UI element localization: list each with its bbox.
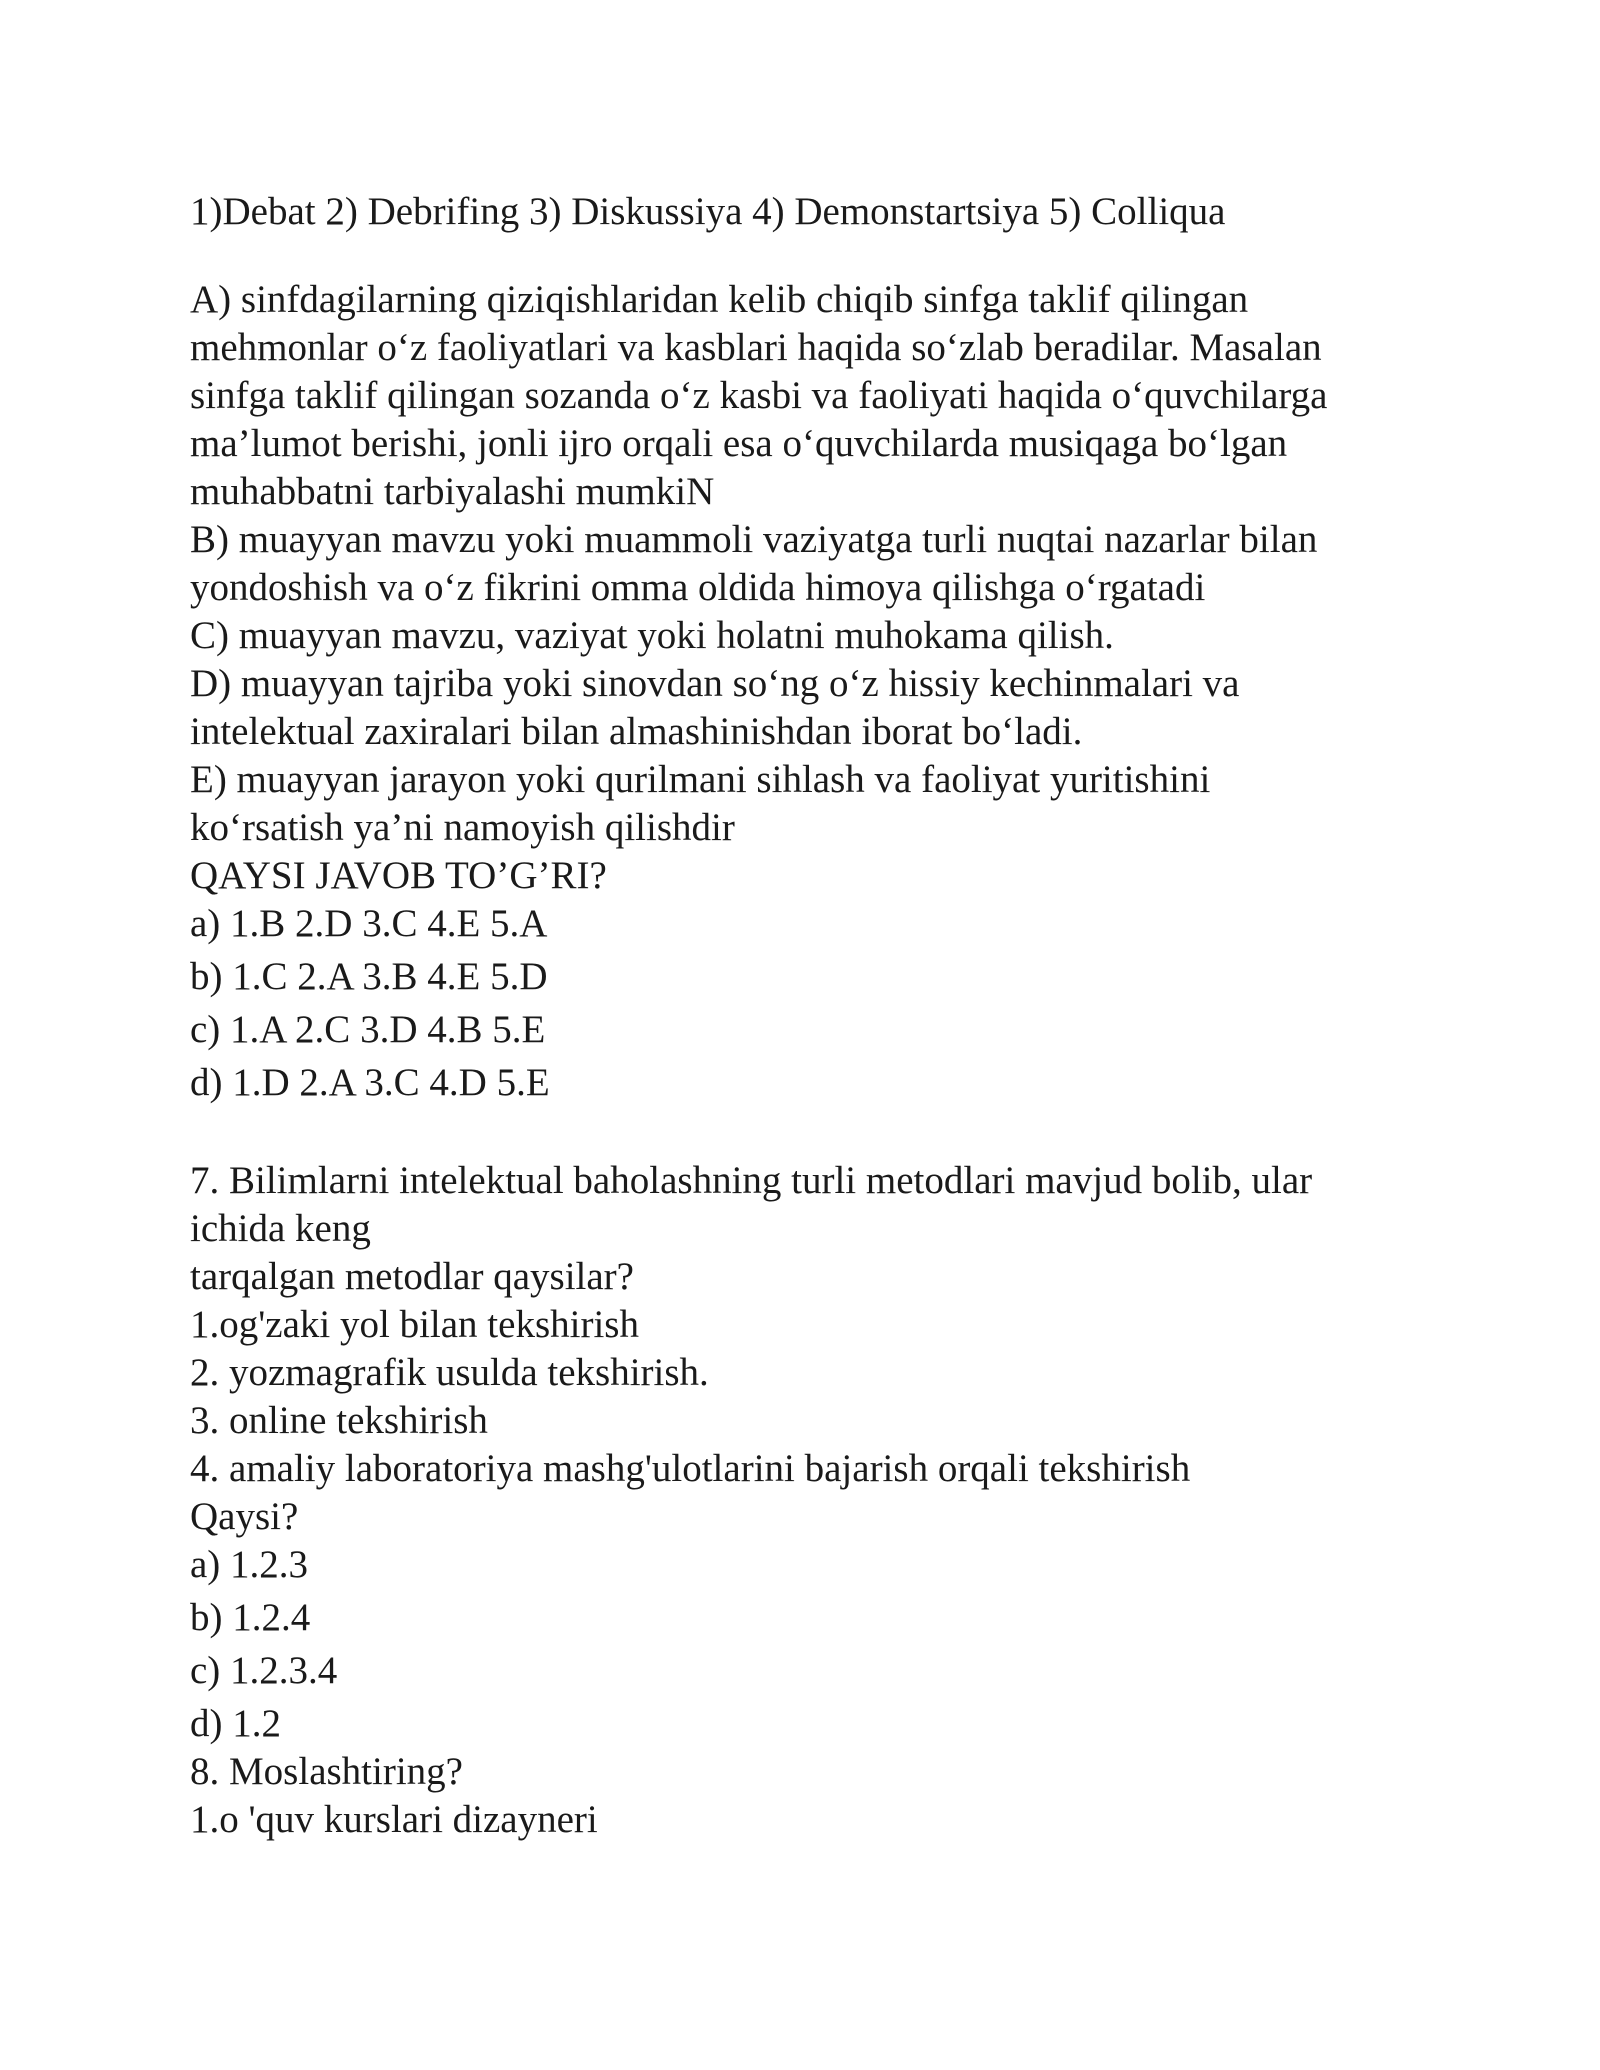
list-item: 1.o 'quv kurslari dizayneri bbox=[190, 1798, 598, 1841]
answer-option-a: a) 1.2.3 bbox=[190, 1543, 309, 1586]
definition-line: intelektual zaxiralari bilan almashinishdan iborat bo‘ladi. bbox=[190, 710, 1083, 753]
definition-line: yondoshish va o‘z fikrini omma oldida himoya qilishga o‘rgatadi bbox=[190, 566, 1206, 609]
definition-line: C) muayyan mavzu, vaziyat yoki holatni muhokama qilish. bbox=[190, 614, 1114, 657]
definition-line: ma’lumot berishi, jonli ijro orqali esa o‘quvchilarda musiqaga bo‘lgan bbox=[190, 422, 1288, 465]
answer-option-c: c) 1.2.3.4 bbox=[190, 1649, 338, 1692]
definition-line: mehmonlar o‘z faoliyatlari va kasblari haqida so‘zlab beradilar. Masalan bbox=[190, 326, 1322, 369]
question-title: 8. Moslashtiring? bbox=[190, 1750, 463, 1793]
list-item: 2. yozmagrafik usulda tekshirish. bbox=[190, 1351, 709, 1394]
definition-line: D) muayyan tajriba yoki sinovdan so‘ng o‘z hissiy kechinmalari va bbox=[190, 662, 1240, 705]
question-line: 7. Bilimlarni intelektual baholashning turli metodlari mavjud bolib, ular bbox=[190, 1159, 1313, 1202]
answer-option-d: d) 1.D 2.A 3.C 4.D 5.E bbox=[190, 1061, 550, 1104]
methods-line: 1)Debat 2) Debrifing 3) Diskussiya 4) Demonstartsiya 5) Colliqua bbox=[190, 190, 1226, 233]
question-line: tarqalgan metodlar qaysilar? bbox=[190, 1255, 634, 1298]
list-item: 4. amaliy laboratoriya mashg'ulotlarini bajarish orqali tekshirish bbox=[190, 1447, 1191, 1490]
answer-option-b: b) 1.2.4 bbox=[190, 1596, 311, 1639]
answer-option-b: b) 1.C 2.A 3.B 4.E 5.D bbox=[190, 955, 548, 998]
question-line: ichida keng bbox=[190, 1207, 371, 1250]
definition-line: muhabbatni tarbiyalashi mumkiN bbox=[190, 470, 715, 513]
definition-line: sinfga taklif qilingan sozanda o‘z kasbi va faoliyati haqida o‘quvchilarga bbox=[190, 374, 1328, 417]
definition-line: B) muayyan mavzu yoki muammoli vaziyatga turli nuqtai nazarlar bilan bbox=[190, 518, 1318, 561]
definition-line: ko‘rsatish ya’ni namoyish qilishdir bbox=[190, 806, 735, 849]
question-prompt: Qaysi? bbox=[190, 1495, 299, 1538]
answer-option-a: a) 1.B 2.D 3.C 4.E 5.A bbox=[190, 902, 548, 945]
definition-line: E) muayyan jarayon yoki qurilmani sihlash va faoliyat yuritishini bbox=[190, 758, 1211, 801]
list-item: 3. online tekshirish bbox=[190, 1399, 488, 1442]
question-prompt: QAYSI JAVOB TO’G’RI? bbox=[190, 854, 607, 897]
answer-option-c: c) 1.A 2.C 3.D 4.B 5.E bbox=[190, 1008, 546, 1051]
definition-line: A) sinfdagilarning qiziqishlaridan kelib chiqib sinfga taklif qilingan bbox=[190, 278, 1249, 321]
answer-option-d: d) 1.2 bbox=[190, 1702, 281, 1745]
list-item: 1.og'zaki yol bilan tekshirish bbox=[190, 1303, 639, 1346]
